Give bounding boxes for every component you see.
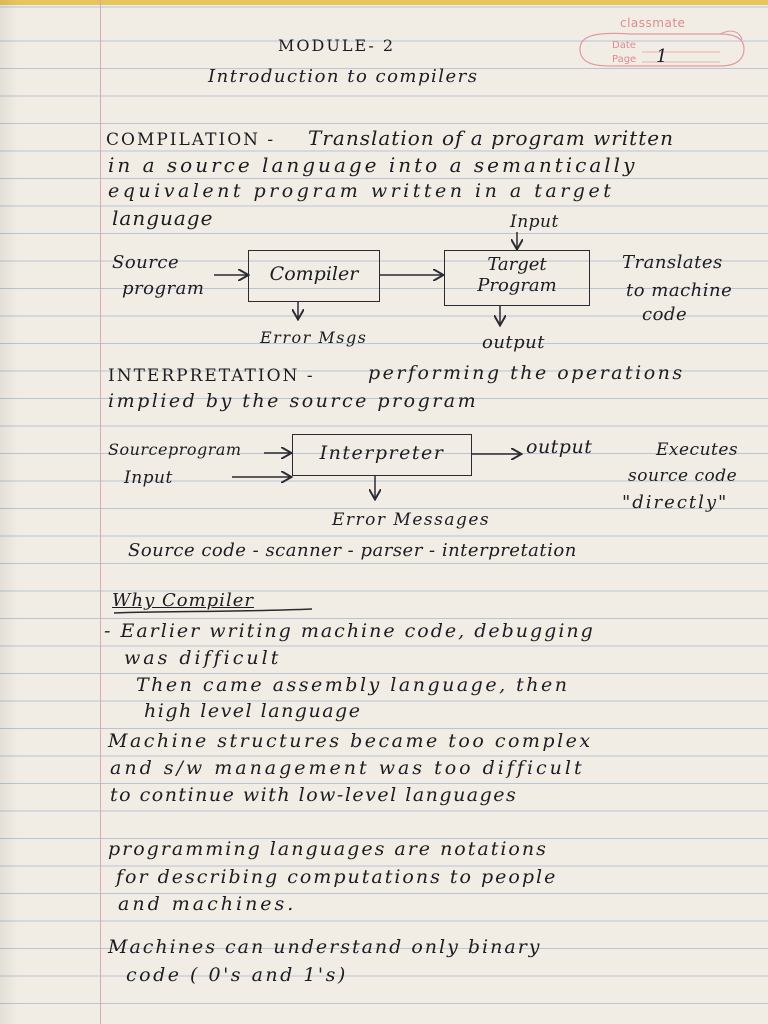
compiler-note-line-3: code (642, 304, 688, 325)
page-subtitle: Introduction to compilers (208, 66, 479, 87)
target-line-1: Target (487, 254, 547, 275)
why-line-3: Then came assembly language, then (136, 674, 570, 696)
compilation-line-3: equivalent program written in a target (108, 180, 615, 202)
interpreter-box-label: Interpreter (319, 442, 445, 464)
why-compiler-heading: Why Compiler (112, 590, 254, 611)
target-line-2: Program (477, 275, 557, 296)
compiler-note-line-1: Translates (622, 252, 723, 273)
interpreter-input-label: Input (124, 468, 173, 488)
why-line-10: and machines. (118, 893, 297, 915)
compiler-output-label: output (482, 332, 546, 353)
compilation-line-2: in a source language into a semantically (108, 153, 638, 177)
interpreter-source-label: Sourceprogram (108, 440, 242, 459)
source-program-line-2: program (122, 278, 205, 299)
interpretation-line-1: performing the operations (368, 362, 685, 384)
interpreter-note-line-3: "directly" (622, 492, 729, 513)
heading-underline (114, 609, 312, 613)
why-line-1: - Earlier writing machine code, debugging (104, 620, 595, 642)
why-line-12: code ( 0's and 1's) (126, 964, 348, 986)
compiler-input-label: Input (510, 212, 559, 232)
compiler-error-label: Error Msgs (260, 328, 368, 347)
interpretation-term: INTERPRETATION - (108, 366, 315, 386)
brand-logo: classmate (620, 16, 686, 30)
source-program-line-1: Source (112, 252, 180, 273)
why-line-2: was difficult (124, 647, 282, 669)
interpreter-note-line-1: Executes (656, 440, 739, 460)
page-number: 1 (656, 46, 668, 67)
compilation-line-1: Translation of a program written (308, 126, 674, 150)
compiler-box-label: Compiler (269, 263, 359, 285)
why-line-7: to continue with low-level languages (110, 784, 518, 806)
interpreter-error-label: Error Messages (332, 510, 491, 530)
why-line-11: Machines can understand only binary (108, 936, 542, 958)
compilation-term: COMPILATION - (106, 130, 276, 150)
date-label: Date (612, 40, 636, 51)
interpreter-note-line-2: source code (628, 466, 738, 486)
interpretation-line-2: implied by the source program (108, 390, 479, 412)
interpreter-output-label: output (526, 436, 593, 458)
why-line-8: programming languages are notations (108, 838, 548, 860)
module-title: MODULE- 2 (278, 36, 396, 55)
why-line-6: and s/w management was too difficult (110, 757, 585, 779)
compilation-line-4: language (112, 206, 214, 230)
why-line-9: for describing computations to people (116, 866, 558, 888)
page-label: Page (612, 54, 637, 65)
pipeline-line: Source code - scanner - parser - interpretation (128, 540, 577, 561)
compiler-note-line-2: to machine (626, 280, 733, 301)
why-line-4: high level language (144, 700, 362, 722)
why-line-5: Machine structures became too complex (108, 730, 593, 752)
